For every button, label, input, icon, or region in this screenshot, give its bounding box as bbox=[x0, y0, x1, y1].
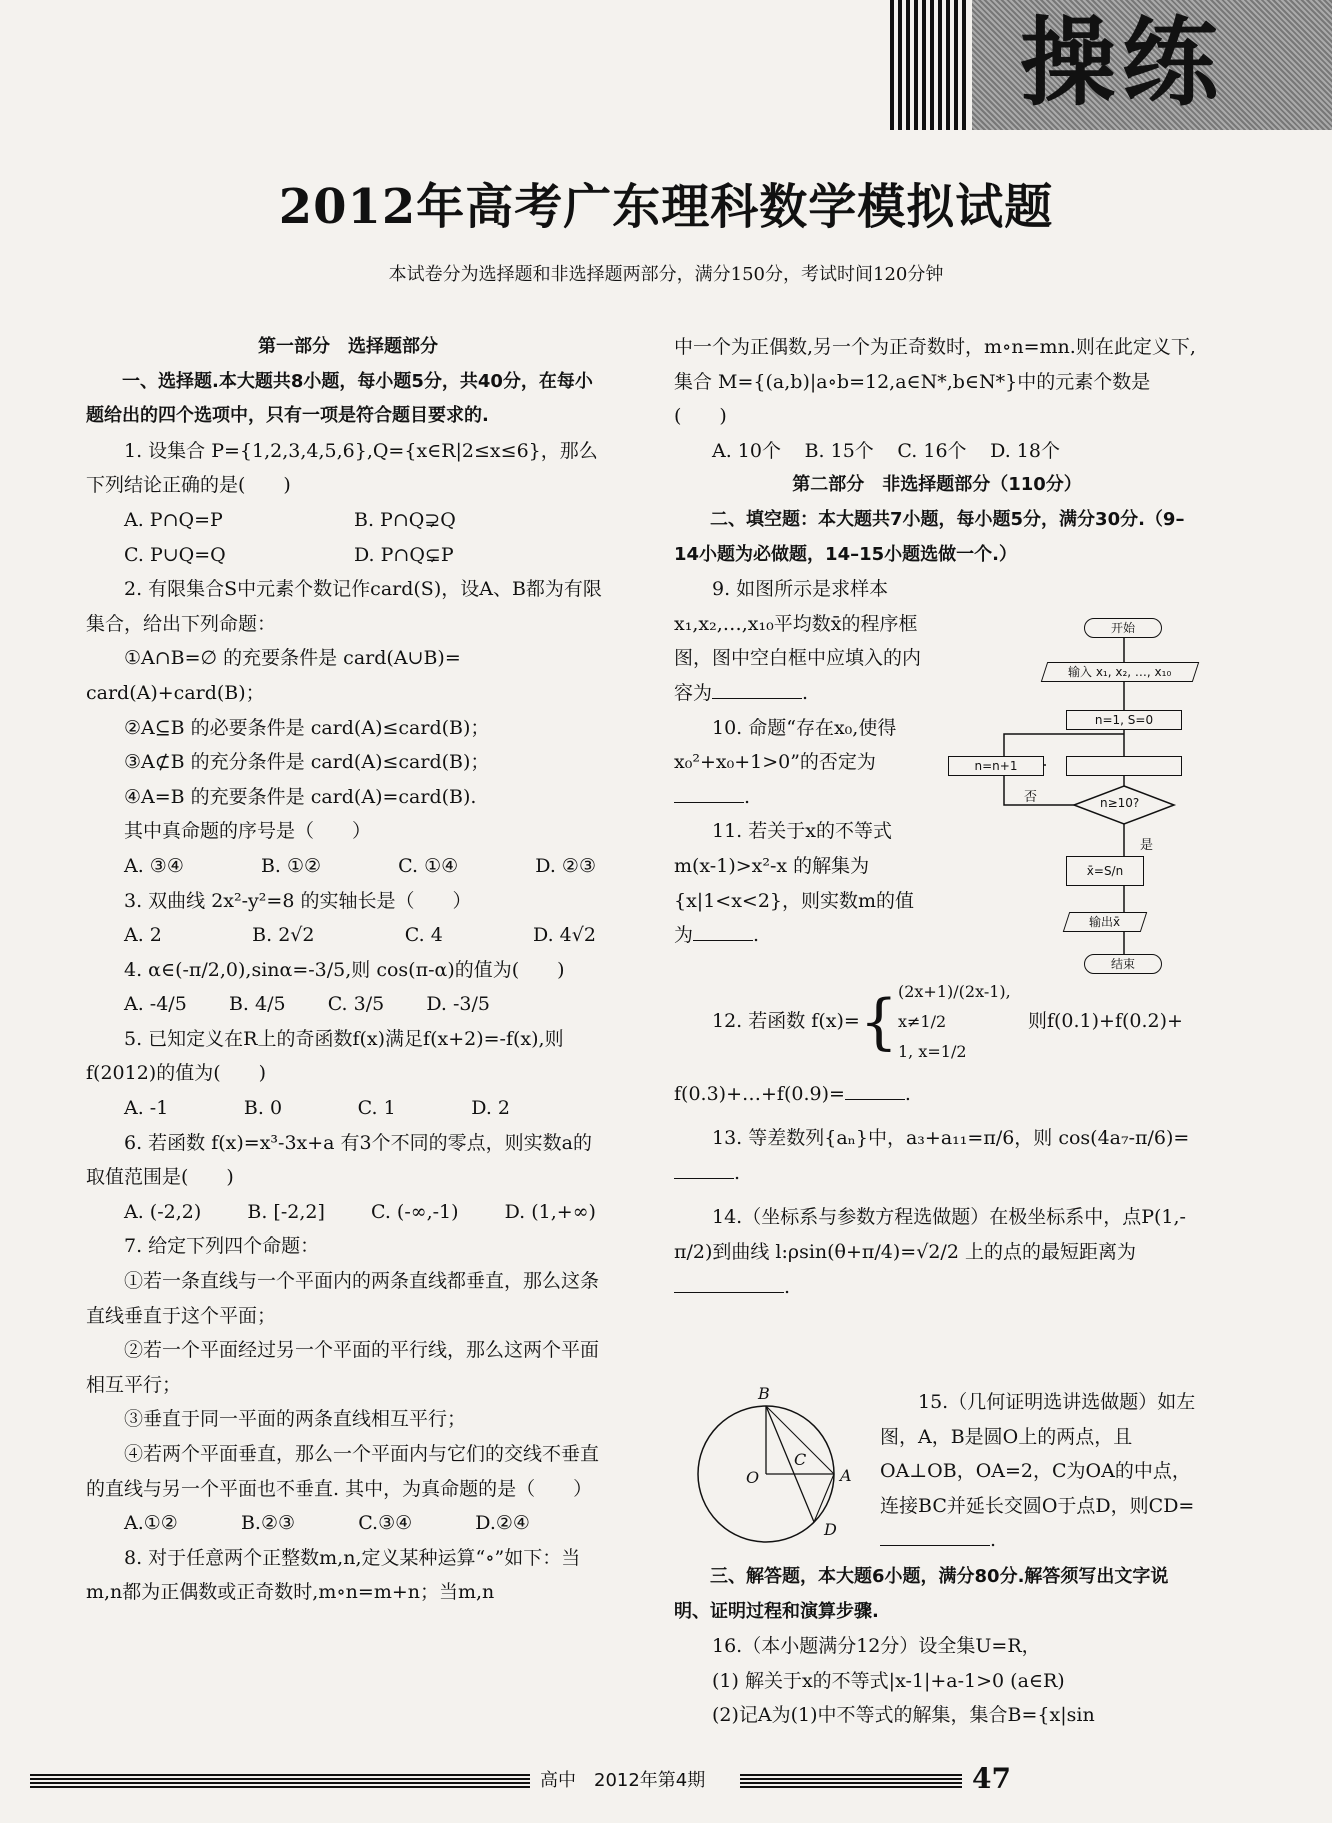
option: C.③④ bbox=[358, 1512, 413, 1535]
q6-options bbox=[86, 1195, 610, 1230]
q8-continued: 中一个为正偶数,另一个为正奇数时，m∘n=mn.则在此定义下,集合 M={(a,b)|a∘b=12,a∈N*,b∈N*}中的元素个数是( ) bbox=[674, 336, 1196, 428]
label-d: D bbox=[824, 1520, 837, 1539]
option: C. ①④ bbox=[398, 854, 459, 877]
section3-heading: 三、解答题，本大题6小题，满分80分.解答须写出文字说明、证明过程和演算步骤. bbox=[674, 1566, 1169, 1622]
option: D. P∩Q⊊P bbox=[354, 543, 454, 566]
q10: 10. 命题“存在x₀,使得x₀²+x₀+1>0”的否定为. bbox=[674, 716, 897, 808]
flow-init: n=1, S=0 bbox=[1066, 710, 1182, 730]
q7-item: ④若两个平面垂直，那么一个平面内与它们的交线不垂直的直线与另一个平面也不垂直. 其中，为真命题的是（ ） bbox=[86, 1443, 600, 1500]
label-b: B bbox=[758, 1384, 770, 1403]
q11: 11. 若关于x的不等式 m(x-1)>x²-x 的解集为{x|1<x<2}，则实数m的值为 . bbox=[674, 820, 915, 947]
q7-item: ③垂直于同一平面的两条直线相互平行； bbox=[124, 1408, 467, 1431]
option: B.②③ bbox=[240, 1512, 296, 1535]
option: D. ②③ bbox=[535, 854, 596, 877]
flow-output: 输出x̄ bbox=[1063, 912, 1147, 932]
q14: 14.（坐标系与参数方程选做题）在极坐标系中，点P(1,-π/2)到曲线 l:ρsin(θ+π/4)=√2/2 上的点的最短距离为. bbox=[674, 1206, 1186, 1298]
q1-options bbox=[86, 503, 610, 572]
flow-blank-box bbox=[1066, 756, 1182, 776]
flow-yes: 是 bbox=[1140, 838, 1154, 853]
part1-heading: 第一部分 选择题部分 bbox=[258, 336, 438, 357]
flow-input: 输入 x₁, x₂, …, x₁₀ bbox=[1041, 662, 1199, 682]
footer-rule-right bbox=[740, 1774, 962, 1788]
option: A.①② bbox=[124, 1512, 178, 1535]
flow-avg: x̄=S/n bbox=[1066, 856, 1144, 886]
option: C. 3/5 bbox=[327, 993, 385, 1016]
option: D. -3/5 bbox=[426, 993, 490, 1016]
flow-end: 结束 bbox=[1084, 954, 1162, 974]
option: A. 10个 bbox=[712, 439, 781, 462]
section1-heading: 一、选择题.本大题共8小题，每小题5分，共40分，在每小题给出的四个选项中，只有一项是符合题目要求的. bbox=[86, 370, 593, 427]
option: C. 4 bbox=[404, 924, 443, 947]
q16-part1: (1) 解关于x的不等式|x-1|+a-1>0 (a∈R) bbox=[712, 1669, 1065, 1692]
option: A. 2 bbox=[124, 924, 162, 947]
banner bbox=[890, 0, 1332, 130]
q2-ask: 其中真命题的序号是（ ） bbox=[124, 820, 372, 843]
q16: 16.（本小题满分12分）设全集U=R， bbox=[712, 1635, 1041, 1658]
page-subtitle: 本试卷分为选择题和非选择题两部分，满分150分，考试时间120分钟 bbox=[388, 264, 944, 285]
q5: 5. 已知定义在R上的奇函数f(x)满足f(x+2)=-f(x),则f(2012)的值为( ) bbox=[86, 1027, 564, 1085]
option: A. -1 bbox=[124, 1097, 169, 1120]
q15: 15.（几何证明选讲选做题）如左图，A，B是圆O上的两点，且OA⊥OB，OA=2，C为OA的中点，连接BC并延长交圆O于点D，则CD=. bbox=[880, 1391, 1196, 1552]
q1: 1. 设集合 P={1,2,3,4,5,6},Q={x∈R|2≤x≤6}，那么下列结论正确的是( ) bbox=[86, 439, 598, 497]
option: A. -4/5 bbox=[124, 993, 187, 1016]
page-number: 47 bbox=[972, 1762, 1011, 1795]
q2-item: ③A⊄B 的充分条件是 card(A)≤card(B)； bbox=[124, 751, 490, 774]
banner-word: 操练 bbox=[1020, 7, 1224, 119]
q16-part2: (2)记A为(1)中不等式的解集，集合B={x|sin bbox=[712, 1704, 1095, 1727]
option: D.②④ bbox=[475, 1512, 530, 1535]
banner-stripes bbox=[890, 0, 970, 130]
option: D. (1,+∞) bbox=[504, 1200, 596, 1223]
option: C. P∪Q=Q bbox=[124, 543, 226, 566]
q7-item: ②若一个平面经过另一个平面的平行线，那么这两个平面相互平行； bbox=[86, 1339, 600, 1396]
right-lower bbox=[674, 1560, 1200, 1733]
q12-case2: 1, x=1/2 bbox=[897, 1041, 967, 1061]
q3: 3. 双曲线 2x²-y²=8 的实轴长是（ ） bbox=[124, 889, 472, 912]
q13-blank: . bbox=[674, 1156, 1200, 1191]
option: D. 2 bbox=[471, 1097, 510, 1120]
option: D. 4√2 bbox=[533, 924, 596, 947]
q2: 2. 有限集合S中元素个数记作card(S)，设A、B都为有限集合，给出下列命题： bbox=[86, 578, 602, 635]
q7: 7. 给定下列四个命题： bbox=[124, 1235, 320, 1258]
option: C. 1 bbox=[357, 1097, 396, 1120]
q5-options bbox=[86, 1091, 610, 1126]
section2-heading: 二、填空题：本大题共7小题，每小题5分，满分30分.（9–14小题为必做题，14–15小题选做一个.） bbox=[674, 508, 1185, 565]
flowchart bbox=[944, 614, 1204, 994]
q12-cont: f(0.3)+…+f(0.9)= . bbox=[674, 1082, 911, 1105]
q7-item: ①若一条直线与一个平面内的两条直线都垂直，那么这条直线垂直于这个平面； bbox=[86, 1270, 600, 1327]
label-o: O bbox=[746, 1468, 760, 1487]
option: A. ③④ bbox=[124, 854, 184, 877]
flow-incr: n=n+1 bbox=[948, 756, 1044, 776]
label-c: C bbox=[794, 1450, 807, 1469]
q9: 9. 如图所示是求样本x₁,x₂,…,x₁₀平均数x̄的程序框图，图中空白框中应填入的内容为 . bbox=[674, 578, 922, 704]
flow-start: 开始 bbox=[1084, 618, 1162, 638]
q13: 13. 等差数列{aₙ}中，a₃+a₁₁=π/6，则 cos(4a₇-π/6)= bbox=[712, 1127, 1190, 1150]
q4-options bbox=[86, 987, 610, 1022]
option: B. 15个 bbox=[804, 439, 874, 462]
q12: 12. 若函数 f(x)= { (2x+1)/(2x-1), x≠1/2 1, x=1/2 则f(0.1)+f(0.2)+ bbox=[674, 977, 1200, 1067]
option: D. 18个 bbox=[990, 439, 1060, 462]
option: B. [-2,2] bbox=[247, 1200, 325, 1223]
q12-case1: (2x+1)/(2x-1), x≠1/2 bbox=[897, 981, 1011, 1031]
footer-text: 高中 2012年第4期 bbox=[540, 1770, 706, 1791]
option: B. ①② bbox=[260, 854, 322, 877]
flow-cond: n≥10? bbox=[1100, 796, 1140, 810]
q7-options bbox=[86, 1506, 610, 1541]
q8-options bbox=[674, 434, 1200, 469]
option: A. P∩Q=P bbox=[124, 508, 223, 531]
q8: 8. 对于任意两个正整数m,n,定义某种运算“∘”如下：当m,n都为正偶数或正奇数时,m∘n=m+n；当m,n bbox=[86, 1546, 581, 1604]
q2-options bbox=[86, 849, 610, 884]
q4: 4. α∈(-π/2,0),sinα=-3/5,则 cos(π-α)的值为( ) bbox=[124, 958, 565, 981]
option: B. P∩Q⊋Q bbox=[354, 508, 456, 531]
q6: 6. 若函数 f(x)=x³-3x+a 有3个不同的零点，则实数a的取值范围是( ) bbox=[86, 1131, 592, 1189]
left-column bbox=[86, 330, 610, 1610]
q2-item: ④A=B 的充要条件是 card(A)=card(B). bbox=[124, 785, 477, 808]
q2-item: ①A∩B=∅ 的充要条件是 card(A∪B)= card(A)+card(B)； bbox=[86, 647, 461, 704]
q2-item: ②A⊆B 的必要条件是 card(A)≤card(B)； bbox=[124, 716, 490, 739]
flow-no: 否 bbox=[1024, 790, 1038, 805]
option: C. (-∞,-1) bbox=[370, 1200, 459, 1223]
option: A. (-2,2) bbox=[124, 1200, 202, 1223]
option: B. 2√2 bbox=[252, 924, 315, 947]
part2-heading: 第二部分 非选择题部分（110分） bbox=[792, 474, 1082, 496]
q3-options bbox=[86, 918, 610, 953]
option: B. 4/5 bbox=[228, 993, 286, 1016]
label-a: A bbox=[840, 1466, 852, 1485]
option: C. 16个 bbox=[897, 439, 967, 462]
footer-rule-left bbox=[30, 1774, 530, 1788]
circle-figure bbox=[690, 1384, 870, 1550]
page-title: 2012年高考广东理科数学模拟试题 bbox=[278, 179, 1054, 235]
footer bbox=[0, 1762, 1332, 1802]
option: B. 0 bbox=[243, 1097, 283, 1120]
